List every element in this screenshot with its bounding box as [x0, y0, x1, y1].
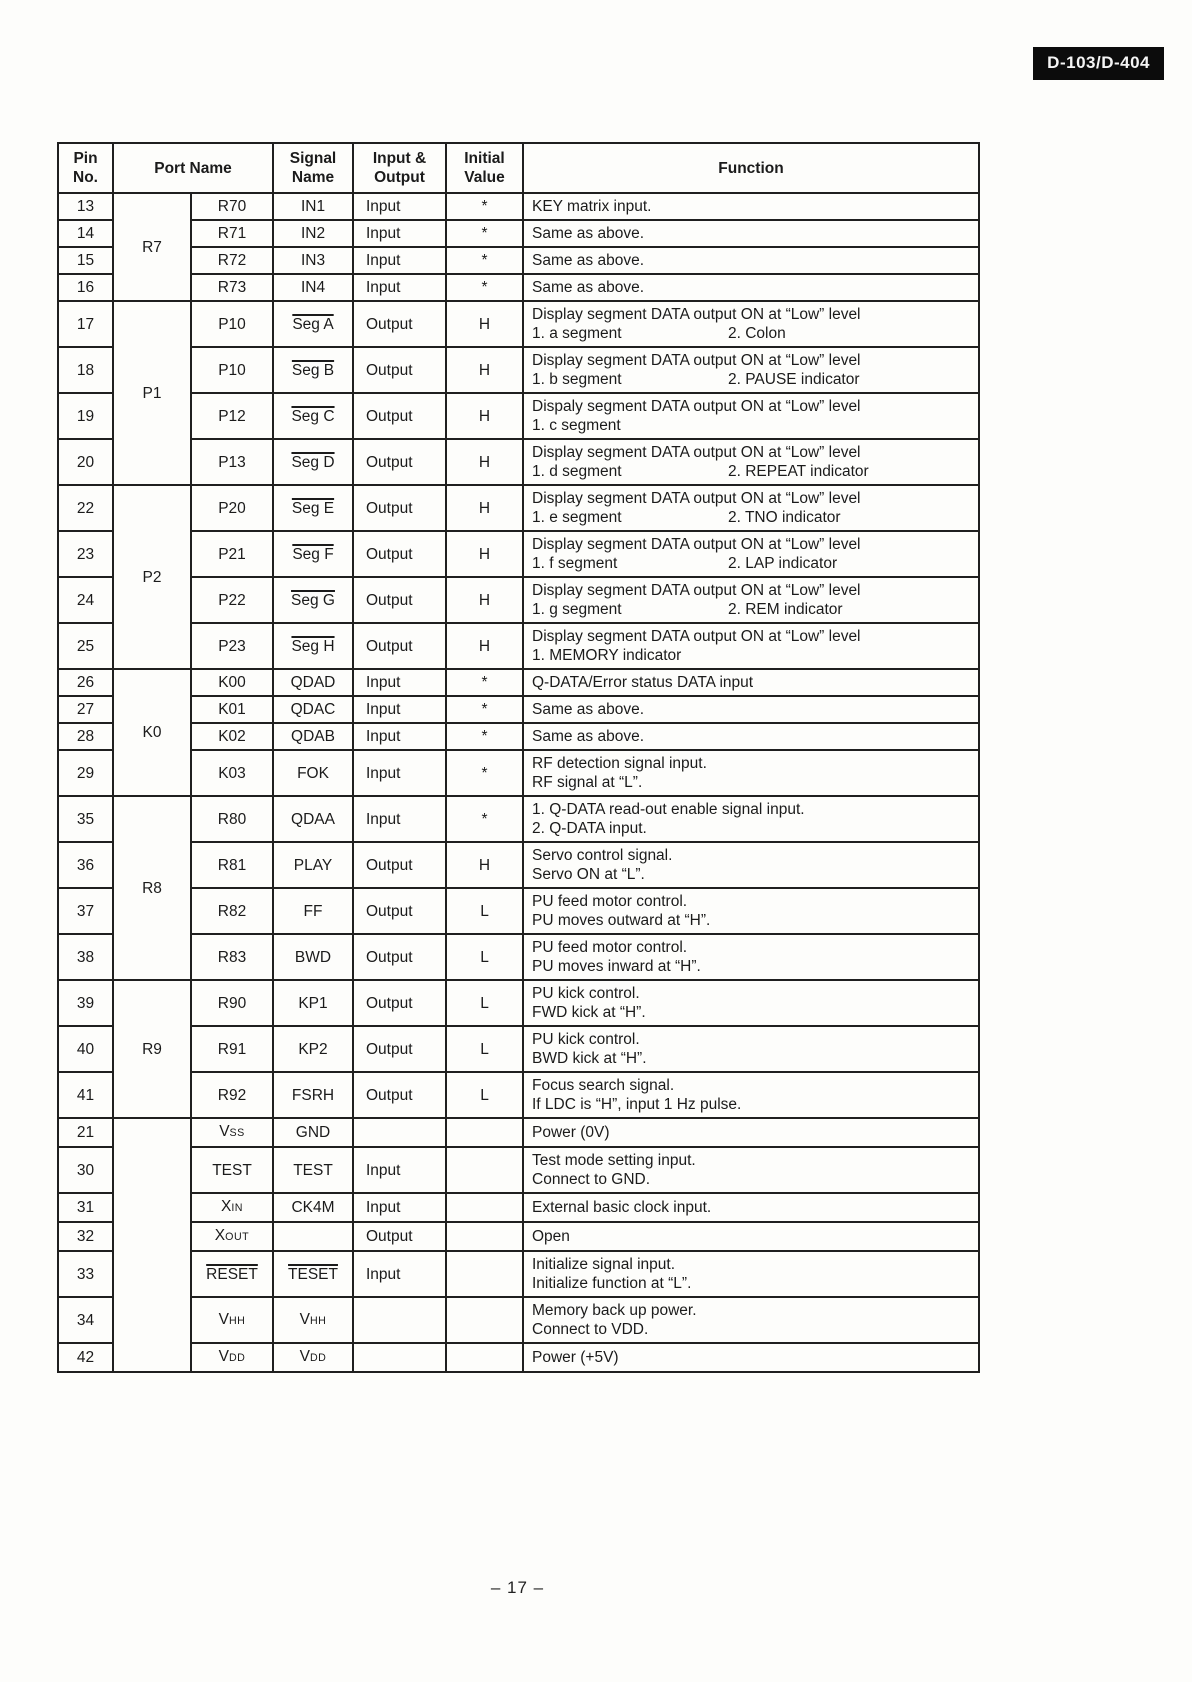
- function-line1: PU kick control.: [532, 1031, 640, 1048]
- pin-number-cell: 14: [58, 220, 113, 247]
- function-line1: Display segment DATA output ON at “Low” level: [532, 536, 861, 553]
- input-output-cell: Output: [353, 1222, 446, 1251]
- function-cell: [523, 1026, 979, 1072]
- table-row: [58, 301, 979, 347]
- table-row: [58, 1193, 979, 1222]
- function-line1: PU feed motor control.: [532, 893, 688, 910]
- initial-value-cell: H: [446, 301, 523, 347]
- table-row: [58, 1147, 979, 1193]
- header-pin-no-line1: Pin: [73, 150, 98, 167]
- input-output-cell: Output: [353, 623, 446, 669]
- function-cell: [523, 1222, 979, 1251]
- pin-number-cell: 13: [58, 193, 113, 220]
- function-line1: Focus search signal.: [532, 1077, 675, 1094]
- pin-number-cell: 33: [58, 1251, 113, 1297]
- initial-value-cell: H: [446, 842, 523, 888]
- function-cell: [523, 220, 979, 247]
- pin-number-cell: 40: [58, 1026, 113, 1072]
- port-group-cell: R8: [113, 796, 191, 980]
- input-output-cell: Output: [353, 1072, 446, 1118]
- header-iv-line1: Initial: [464, 150, 505, 167]
- pin-number-cell: 25: [58, 623, 113, 669]
- port-group-cell: K0: [113, 669, 191, 796]
- port-name-cell: TEST: [191, 1147, 273, 1193]
- initial-value-cell: *: [446, 696, 523, 723]
- port-name-cell: R83: [191, 934, 273, 980]
- initial-value-cell: L: [446, 1026, 523, 1072]
- function-cell: [523, 485, 979, 531]
- port-group-cell: [113, 1118, 191, 1372]
- function-line1: Power (0V): [532, 1124, 610, 1141]
- function-line2: RF signal at “L”.: [532, 774, 643, 791]
- signal-name-cell: FF: [273, 888, 353, 934]
- table-row: [58, 1072, 979, 1118]
- initial-value-cell: H: [446, 623, 523, 669]
- port-name-cell: XOUT: [191, 1222, 273, 1251]
- initial-value-cell: L: [446, 980, 523, 1026]
- function-cell: [523, 623, 979, 669]
- table-row: [58, 577, 979, 623]
- function-line2: 1. d segment 2. REPEAT indicator: [532, 463, 869, 480]
- input-output-cell: Input: [353, 796, 446, 842]
- table-row: [58, 750, 979, 796]
- pin-number-cell: 21: [58, 1118, 113, 1147]
- input-output-cell: Input: [353, 1251, 446, 1297]
- function-line2: PU moves outward at “H”.: [532, 912, 711, 929]
- port-name-cell: R81: [191, 842, 273, 888]
- function-line1: Servo control signal.: [532, 847, 673, 864]
- initial-value-cell: H: [446, 393, 523, 439]
- function-line2: BWD kick at “H”.: [532, 1050, 647, 1067]
- input-output-cell: Input: [353, 1193, 446, 1222]
- initial-value-cell: *: [446, 274, 523, 301]
- signal-name-cell: FSRH: [273, 1072, 353, 1118]
- initial-value-cell: *: [446, 750, 523, 796]
- table-row: [58, 439, 979, 485]
- header-pin-no-line2: No.: [73, 169, 98, 186]
- function-line1: Same as above.: [532, 279, 645, 296]
- table-row: [58, 1118, 979, 1147]
- input-output-cell: Output: [353, 485, 446, 531]
- header-io-line1: Input &: [372, 150, 427, 167]
- port-group-cell: R9: [113, 980, 191, 1118]
- function-cell: [523, 934, 979, 980]
- signal-name-cell: IN3: [273, 247, 353, 274]
- signal-name-cell: Seg A: [273, 301, 353, 347]
- function-line2: Connect to VDD.: [532, 1321, 649, 1338]
- port-name-cell: R73: [191, 274, 273, 301]
- function-line2: Initialize function at “L”.: [532, 1275, 692, 1292]
- table-row: [58, 393, 979, 439]
- pin-number-cell: 42: [58, 1343, 113, 1372]
- signal-name-cell: Seg H: [273, 623, 353, 669]
- table-row: [58, 623, 979, 669]
- signal-name-cell: VHH: [273, 1297, 353, 1343]
- function-cell: [523, 1193, 979, 1222]
- port-name-cell: R90: [191, 980, 273, 1026]
- function-line2: 1. a segment 2. Colon: [532, 325, 786, 342]
- function-cell: [523, 796, 979, 842]
- function-cell: [523, 577, 979, 623]
- header-iv-line2: Value: [464, 169, 505, 186]
- function-cell: [523, 347, 979, 393]
- port-name-cell: R82: [191, 888, 273, 934]
- input-output-cell: Output: [353, 439, 446, 485]
- table-row: [58, 1297, 979, 1343]
- port-name-cell: K00: [191, 669, 273, 696]
- table-row: [58, 274, 979, 301]
- signal-name-cell: KP1: [273, 980, 353, 1026]
- pin-number-cell: 17: [58, 301, 113, 347]
- input-output-cell: Output: [353, 531, 446, 577]
- initial-value-cell: H: [446, 439, 523, 485]
- signal-name-cell: QDAC: [273, 696, 353, 723]
- table-row: [58, 888, 979, 934]
- pin-number-cell: 38: [58, 934, 113, 980]
- function-cell: [523, 750, 979, 796]
- function-line2: FWD kick at “H”.: [532, 1004, 646, 1021]
- header-pin-no: [58, 143, 113, 193]
- initial-value-cell: L: [446, 888, 523, 934]
- table-row: [58, 247, 979, 274]
- header-function: Function: [523, 143, 979, 193]
- port-name-cell: R91: [191, 1026, 273, 1072]
- function-line1: Same as above.: [532, 728, 645, 745]
- function-line1: RF detection signal input.: [532, 755, 707, 772]
- function-line1: Initialize signal input.: [532, 1256, 676, 1273]
- signal-name-cell: TEST: [273, 1147, 353, 1193]
- port-name-cell: K01: [191, 696, 273, 723]
- table-header-row: [58, 143, 979, 193]
- table-row: [58, 1251, 979, 1297]
- input-output-cell: Input: [353, 274, 446, 301]
- pin-number-cell: 20: [58, 439, 113, 485]
- signal-name-cell: IN1: [273, 193, 353, 220]
- signal-name-cell: TESET: [273, 1251, 353, 1297]
- pin-number-cell: 39: [58, 980, 113, 1026]
- function-cell: [523, 1251, 979, 1297]
- table-row: [58, 934, 979, 980]
- function-line2: 1. g segment 2. REM indicator: [532, 601, 843, 618]
- function-cell: [523, 247, 979, 274]
- port-name-cell: R92: [191, 1072, 273, 1118]
- input-output-cell: [353, 1297, 446, 1343]
- function-cell: [523, 888, 979, 934]
- function-cell: [523, 301, 979, 347]
- signal-name-cell: BWD: [273, 934, 353, 980]
- signal-name-cell: Seg C: [273, 393, 353, 439]
- input-output-cell: Output: [353, 980, 446, 1026]
- initial-value-cell: [446, 1297, 523, 1343]
- table-row: [58, 1343, 979, 1372]
- pin-number-cell: 15: [58, 247, 113, 274]
- port-name-cell: R71: [191, 220, 273, 247]
- pin-number-cell: 32: [58, 1222, 113, 1251]
- pin-table-body: [58, 193, 979, 1372]
- port-group-cell: R7: [113, 193, 191, 301]
- function-line2: 1. c segment: [532, 417, 621, 434]
- pin-number-cell: 29: [58, 750, 113, 796]
- signal-name-cell: Seg F: [273, 531, 353, 577]
- pin-number-cell: 27: [58, 696, 113, 723]
- table-row: [58, 842, 979, 888]
- table-row: [58, 193, 979, 220]
- function-cell: [523, 439, 979, 485]
- initial-value-cell: [446, 1147, 523, 1193]
- table-row: [58, 347, 979, 393]
- port-name-cell: P12: [191, 393, 273, 439]
- pin-number-cell: 35: [58, 796, 113, 842]
- port-name-cell: VHH: [191, 1297, 273, 1343]
- header-signal-name: [273, 143, 353, 193]
- function-line1: Power (+5V): [532, 1349, 619, 1366]
- function-line2: Connect to GND.: [532, 1171, 651, 1188]
- function-line1: Display segment DATA output ON at “Low” level: [532, 582, 861, 599]
- input-output-cell: Output: [353, 393, 446, 439]
- table-row: [58, 980, 979, 1026]
- function-line2: 1. b segment 2. PAUSE indicator: [532, 371, 860, 388]
- input-output-cell: Output: [353, 347, 446, 393]
- pin-number-cell: 22: [58, 485, 113, 531]
- function-cell: [523, 531, 979, 577]
- signal-name-cell: IN4: [273, 274, 353, 301]
- input-output-cell: Output: [353, 888, 446, 934]
- input-output-cell: Input: [353, 723, 446, 750]
- function-line2: Servo ON at “L”.: [532, 866, 645, 883]
- input-output-cell: Input: [353, 1147, 446, 1193]
- function-cell: [523, 723, 979, 750]
- input-output-cell: Input: [353, 220, 446, 247]
- function-line1: Display segment DATA output ON at “Low” level: [532, 444, 861, 461]
- header-port-name: Port Name: [113, 143, 273, 193]
- input-output-cell: Input: [353, 750, 446, 796]
- signal-name-cell: KP2: [273, 1026, 353, 1072]
- table-row: [58, 485, 979, 531]
- port-name-cell: P10: [191, 347, 273, 393]
- initial-value-cell: H: [446, 577, 523, 623]
- pin-number-cell: 34: [58, 1297, 113, 1343]
- signal-name-cell: PLAY: [273, 842, 353, 888]
- input-output-cell: Input: [353, 669, 446, 696]
- header-signal-line1: Signal: [289, 150, 337, 167]
- function-line1: Same as above.: [532, 701, 645, 718]
- input-output-cell: Output: [353, 934, 446, 980]
- port-name-cell: P23: [191, 623, 273, 669]
- port-name-cell: XIN: [191, 1193, 273, 1222]
- function-cell: [523, 1072, 979, 1118]
- input-output-cell: Input: [353, 193, 446, 220]
- header-signal-line2: Name: [291, 169, 335, 186]
- table-row: [58, 220, 979, 247]
- port-name-cell: P13: [191, 439, 273, 485]
- function-cell: [523, 1343, 979, 1372]
- signal-name-cell: [273, 1222, 353, 1251]
- model-badge: D-103/D-404: [1033, 47, 1164, 80]
- pin-number-cell: 18: [58, 347, 113, 393]
- function-line1: PU kick control.: [532, 985, 640, 1002]
- port-name-cell: P21: [191, 531, 273, 577]
- port-name-cell: K03: [191, 750, 273, 796]
- signal-name-cell: GND: [273, 1118, 353, 1147]
- function-line2: 2. Q-DATA input.: [532, 820, 647, 837]
- table-row: [58, 1222, 979, 1251]
- signal-name-cell: FOK: [273, 750, 353, 796]
- initial-value-cell: [446, 1251, 523, 1297]
- table-row: [58, 669, 979, 696]
- port-name-cell: R80: [191, 796, 273, 842]
- function-cell: [523, 1297, 979, 1343]
- pin-number-cell: 24: [58, 577, 113, 623]
- header-io-line2: Output: [374, 169, 425, 186]
- pin-number-cell: 23: [58, 531, 113, 577]
- signal-name-cell: QDAD: [273, 669, 353, 696]
- function-line1: External basic clock input.: [532, 1199, 712, 1216]
- signal-name-cell: QDAB: [273, 723, 353, 750]
- signal-name-cell: IN2: [273, 220, 353, 247]
- input-output-cell: Output: [353, 1026, 446, 1072]
- port-name-cell: P10: [191, 301, 273, 347]
- port-name-cell: VDD: [191, 1343, 273, 1372]
- function-line1: Memory back up power.: [532, 1302, 697, 1319]
- function-line2: 1. MEMORY indicator: [532, 647, 682, 664]
- port-name-cell: RESET: [191, 1251, 273, 1297]
- pin-number-cell: 36: [58, 842, 113, 888]
- pin-number-cell: 31: [58, 1193, 113, 1222]
- input-output-cell: [353, 1343, 446, 1372]
- initial-value-cell: [446, 1343, 523, 1372]
- initial-value-cell: [446, 1193, 523, 1222]
- function-line1: PU feed motor control.: [532, 939, 688, 956]
- input-output-cell: Input: [353, 696, 446, 723]
- initial-value-cell: *: [446, 247, 523, 274]
- function-line1: Display segment DATA output ON at “Low” level: [532, 628, 861, 645]
- function-cell: [523, 669, 979, 696]
- signal-name-cell: Seg E: [273, 485, 353, 531]
- function-cell: [523, 193, 979, 220]
- signal-name-cell: Seg G: [273, 577, 353, 623]
- initial-value-cell: H: [446, 485, 523, 531]
- initial-value-cell: *: [446, 220, 523, 247]
- function-cell: [523, 274, 979, 301]
- function-cell: [523, 393, 979, 439]
- signal-name-cell: VDD: [273, 1343, 353, 1372]
- table-row: [58, 1026, 979, 1072]
- function-line2: PU moves inward at “H”.: [532, 958, 701, 975]
- initial-value-cell: L: [446, 1072, 523, 1118]
- function-cell: [523, 1118, 979, 1147]
- table-row: [58, 796, 979, 842]
- signal-name-cell: QDAA: [273, 796, 353, 842]
- function-line1: Same as above.: [532, 225, 645, 242]
- function-cell: [523, 842, 979, 888]
- port-name-cell: K02: [191, 723, 273, 750]
- pin-number-cell: 30: [58, 1147, 113, 1193]
- function-cell: [523, 980, 979, 1026]
- initial-value-cell: H: [446, 531, 523, 577]
- function-line1: Same as above.: [532, 252, 645, 269]
- function-line1: Q-DATA/Error status DATA input: [532, 674, 754, 691]
- pin-number-cell: 19: [58, 393, 113, 439]
- pin-number-cell: 16: [58, 274, 113, 301]
- function-line1: Display segment DATA output ON at “Low” level: [532, 490, 861, 507]
- function-line2: If LDC is “H”, input 1 Hz pulse.: [532, 1096, 742, 1113]
- input-output-cell: Output: [353, 577, 446, 623]
- function-line1: Display segment DATA output ON at “Low” level: [532, 306, 861, 323]
- port-name-cell: VSS: [191, 1118, 273, 1147]
- function-cell: [523, 696, 979, 723]
- signal-name-cell: Seg D: [273, 439, 353, 485]
- initial-value-cell: L: [446, 934, 523, 980]
- pin-number-cell: 28: [58, 723, 113, 750]
- input-output-cell: Output: [353, 301, 446, 347]
- header-input-output: [353, 143, 446, 193]
- port-group-cell: P2: [113, 485, 191, 669]
- signal-name-cell: CK4M: [273, 1193, 353, 1222]
- function-line1: Dispaly segment DATA output ON at “Low” level: [532, 398, 861, 415]
- function-line1: Open: [532, 1228, 570, 1245]
- port-name-cell: P22: [191, 577, 273, 623]
- function-line2: 1. f segment 2. LAP indicator: [532, 555, 838, 572]
- input-output-cell: Input: [353, 247, 446, 274]
- input-output-cell: Output: [353, 842, 446, 888]
- function-line1: 1. Q-DATA read-out enable signal input.: [532, 801, 805, 818]
- pin-number-cell: 26: [58, 669, 113, 696]
- table-row: [58, 531, 979, 577]
- function-cell: [523, 1147, 979, 1193]
- function-line1: KEY matrix input.: [532, 198, 652, 215]
- port-name-cell: R70: [191, 193, 273, 220]
- signal-name-cell: Seg B: [273, 347, 353, 393]
- initial-value-cell: *: [446, 193, 523, 220]
- input-output-cell: [353, 1118, 446, 1147]
- function-line2: 1. e segment 2. TNO indicator: [532, 509, 841, 526]
- pin-function-table: [57, 142, 980, 1373]
- function-line1: Test mode setting input.: [532, 1152, 696, 1169]
- port-group-cell: P1: [113, 301, 191, 485]
- initial-value-cell: H: [446, 347, 523, 393]
- initial-value-cell: [446, 1222, 523, 1251]
- header-initial-value: [446, 143, 523, 193]
- table-row: [58, 696, 979, 723]
- port-name-cell: P20: [191, 485, 273, 531]
- initial-value-cell: [446, 1118, 523, 1147]
- page-number: – 17 –: [490, 1578, 545, 1597]
- initial-value-cell: *: [446, 796, 523, 842]
- port-name-cell: R72: [191, 247, 273, 274]
- initial-value-cell: *: [446, 723, 523, 750]
- table-row: [58, 723, 979, 750]
- pin-number-cell: 41: [58, 1072, 113, 1118]
- initial-value-cell: *: [446, 669, 523, 696]
- pin-number-cell: 37: [58, 888, 113, 934]
- function-line1: Display segment DATA output ON at “Low” level: [532, 352, 861, 369]
